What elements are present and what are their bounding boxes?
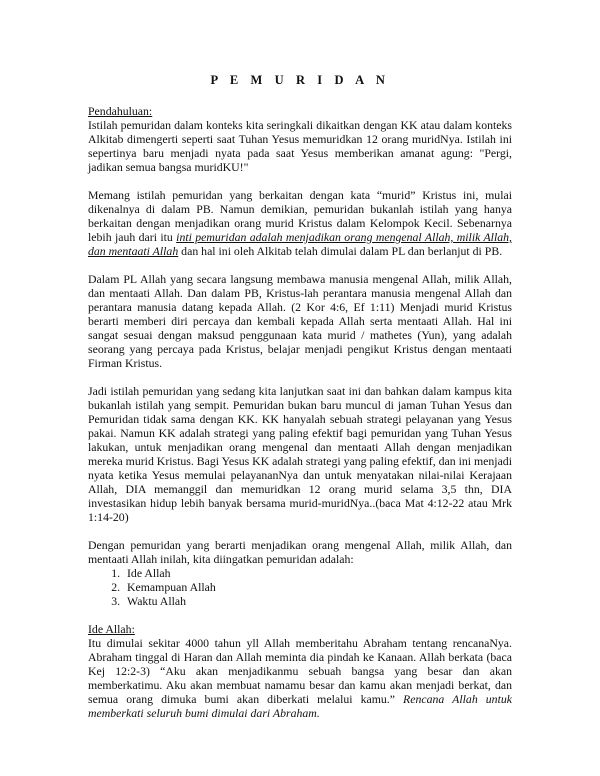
paragraph-2 (88, 188, 512, 258)
paragraph-2-emphasis: inti pemuridan adalah menjadikan orang mengenal Allah, milik Allah, dan mentaati Allah (88, 230, 512, 258)
paragraph-4: Jadi istilah pemuridan yang sedang kita lanjutkan saat ini dan bahkan dalam kampus kita bukanlah istilah yang sempit. Pemuridan bukan baru muncul di jaman Tuhan Yesus dan Pemuridan tidak sama dengan KK. KK hanyalah sebuah strategi pelayanan yang Yesus pakai. Namun KK adalah strategi yang paling efektif bagi pemuridan yang Tuhan Yesus lakukan, untuk menjadikan orang mengenal dan mentaati Allah dengan menjadikan mereka murid Kristus. Bagi Yesus KK adalah strategi yang paling efektif, dan ini menjadi nyata ketika Yesus memulai pelayananNya dan untuk menyatakan nilai-nilai Kerajaan Allah, DIA memanggil dan memuridkan 12 orang murid selama 3,5 thn, DIA investasikan hidup lebih banyak bersama murid-muridNya..(baca Mat 4:12-22 atau Mrk 1:14-20) (88, 384, 512, 524)
numbered-list (88, 566, 512, 608)
list-item: 3. Waktu Allah (123, 594, 512, 608)
section-heading-ide-allah: Ide Allah: (88, 622, 135, 636)
list-item: 1. Ide Allah (123, 566, 512, 580)
page-title: P E M U R I D A N (210, 73, 390, 87)
paragraph-5: Dengan pemuridan yang berarti menjadikan orang mengenal Allah, milik Allah, dan mentaati Allah inilah, kita diingatkan pemuridan adalah: (88, 538, 512, 566)
section-heading-pendahuluan: Pendahuluan: (88, 104, 153, 118)
paragraph-ide-allah-emphasis: Rencana Allah untuk memberkati seluruh bumi dimulai dari Abraham. (88, 692, 512, 720)
paragraph-ide-allah-text: Itu dimulai sekitar 4000 tahun yll Allah memberitahu Abraham tentang rencanaNya. Abraham tinggal di Haran dan Allah meminta dia pindah ke Kanaan. Allah berkata (baca Kej 12:2-3) “Aku akan menjadikanmu sebuah bangsa yang besar dan akan memberkatimu. Aku akan membuat namamu besar dan kamu akan menjadi berkat, dan semua orang dimuka bumi akan diberkati melalui kamu.” (88, 636, 512, 706)
list-item: 2. Kemampuan Allah (123, 580, 512, 594)
paragraph-2-text-after: dan hal ini oleh Alkitab telah dimulai dalam PL dan berlanjut di PB. (178, 244, 503, 258)
paragraph-pendahuluan: Istilah pemuridan dalam konteks kita seringkali dikaitkan dengan KK atau dalam konteks Alkitab dimengerti seperti saat Tuhan Yesus memuridkan 12 orang muridNya. Istilah ini sepertinya baru menjadi nyata pada saat Yesus memberikan amanat agung: "Pergi, jadikan semua bangsa muridKU!" (88, 118, 512, 174)
paragraph-2-text-before: Memang istilah pemuridan yang berkaitan dengan kata “murid” Kristus ini, mulai dikenalnya di dalam PB. Namun demikian, pemuridan bukanlah istilah yang hanya berkaitan dengan menjadikan orang murid Kristus dalam Kelompok Kecil. Sebenarnya lebih jauh dari itu (88, 188, 512, 244)
paragraph-3: Dalam PL Allah yang secara langsung membawa manusia mengenal Allah, milik Allah, dan mentaati Allah. Dan dalam PB, Kristus-lah perantara manusia mengenal Allah dan perantara manusia datang kepada Allah. (2 Kor 4:6, Ef 1:11) Menjadi murid Kristus berarti memberi diri percaya dan kembali kepada Allah serta mentaati Allah. Hal ini sangat sesuai dengan maksud penggunaan kata murid / mathetes (Yun), yang adalah seorang yang percaya pada Kristus, belajar menjadi pengikut Kristus dengan mentaati Firman Kristus. (88, 272, 512, 370)
paragraph-ide-allah (88, 636, 512, 720)
